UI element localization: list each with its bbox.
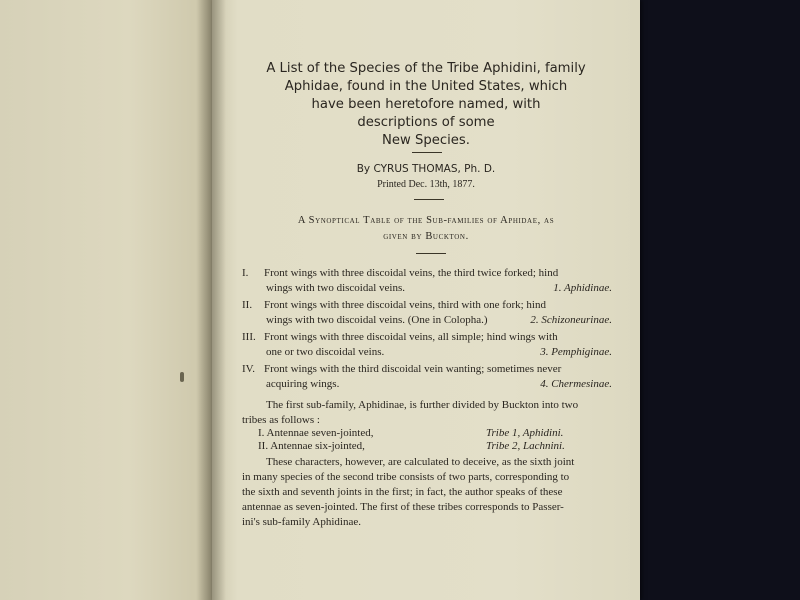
section-rule: [416, 253, 446, 254]
paragraph-line: tribes as follows :: [242, 414, 320, 426]
entry-number: III.: [242, 331, 256, 343]
title-line: A List of the Species of the Tribe Aphidini, family: [266, 61, 586, 76]
section-heading: [212, 213, 640, 245]
section-heading-line: A Synoptical Table of the Sub-families of Aphidae, as: [297, 215, 555, 226]
tribe-criterion: I. Antennae seven-jointed,: [258, 427, 374, 439]
paragraph-line: antennae as seven-jointed. The first of these tribes corresponds to Passer-: [242, 501, 564, 513]
entry-line1: Front wings with the third discoidal vein wanting; sometimes never: [264, 363, 562, 375]
entry-number: IV.: [242, 363, 255, 375]
paragraph-intro: [242, 398, 612, 428]
entry-line1: Front wings with three discoidal veins, the third twice forked; hind: [264, 267, 559, 279]
entry-line2: wings with two discoidal veins.: [266, 282, 406, 294]
title-line: have been heretofore named, with: [311, 97, 541, 112]
entry-result: 4. Chermesinae.: [540, 378, 612, 390]
paragraph-line: The first sub-family, Aphidinae, is further divided by Buckton into two: [266, 399, 579, 411]
entry-result: 1. Aphidinae.: [553, 282, 612, 294]
title-rule: [412, 152, 442, 153]
paragraph-line: in many species of the second tribe consists of two parts, corresponding to: [242, 471, 570, 483]
entry-line1: Front wings with three discoidal veins, all simple; hind wings with: [264, 331, 558, 343]
synoptic-entry: [242, 266, 612, 296]
article-title: [212, 60, 640, 150]
tribe-name: Tribe 1, Aphidini.: [486, 427, 564, 439]
entry-line1: Front wings with three discoidal veins, third with one fork; hind: [264, 299, 546, 311]
title-line: New Species.: [382, 133, 470, 148]
tribe-criterion: II. Antennae six-jointed,: [258, 440, 365, 452]
entry-line2: one or two discoidal veins.: [266, 346, 385, 358]
tribe-row: [258, 440, 598, 452]
page-smudge: [180, 372, 184, 382]
paragraph-line: ini's sub-family Aphidinae.: [242, 516, 361, 528]
entry-result: 2. Schizoneurinae.: [530, 314, 612, 326]
entry-number: I.: [242, 267, 249, 279]
entry-number: II.: [242, 299, 253, 311]
title-line: descriptions of some: [357, 115, 495, 130]
left-page: [0, 0, 215, 600]
printed-date: Printed Dec. 13th, 1877.: [377, 179, 475, 190]
entry-line2: wings with two discoidal veins. (One in Colopha.): [266, 314, 488, 326]
author-rule: [414, 199, 444, 200]
author-line: By CYRUS THOMAS, Ph. D.: [356, 163, 496, 175]
synoptic-entry: [242, 330, 612, 360]
tribe-name: Tribe 2, Lachnini.: [486, 440, 565, 452]
paragraph-line: These characters, however, are calculated to deceive, as the sixth joint: [266, 456, 575, 468]
tribe-row: [258, 427, 598, 439]
entry-line2: acquiring wings.: [266, 378, 340, 390]
entry-result: 3. Pemphiginae.: [540, 346, 612, 358]
section-heading-line: given by Buckton.: [383, 231, 469, 242]
synoptic-entry: [242, 298, 612, 328]
synoptic-entry: [242, 362, 612, 392]
paragraph-main: [242, 455, 612, 530]
title-line: Aphidae, found in the United States, which: [284, 79, 568, 94]
paragraph-line: the sixth and seventh joints in the first; in fact, the author speaks of these: [242, 486, 563, 498]
